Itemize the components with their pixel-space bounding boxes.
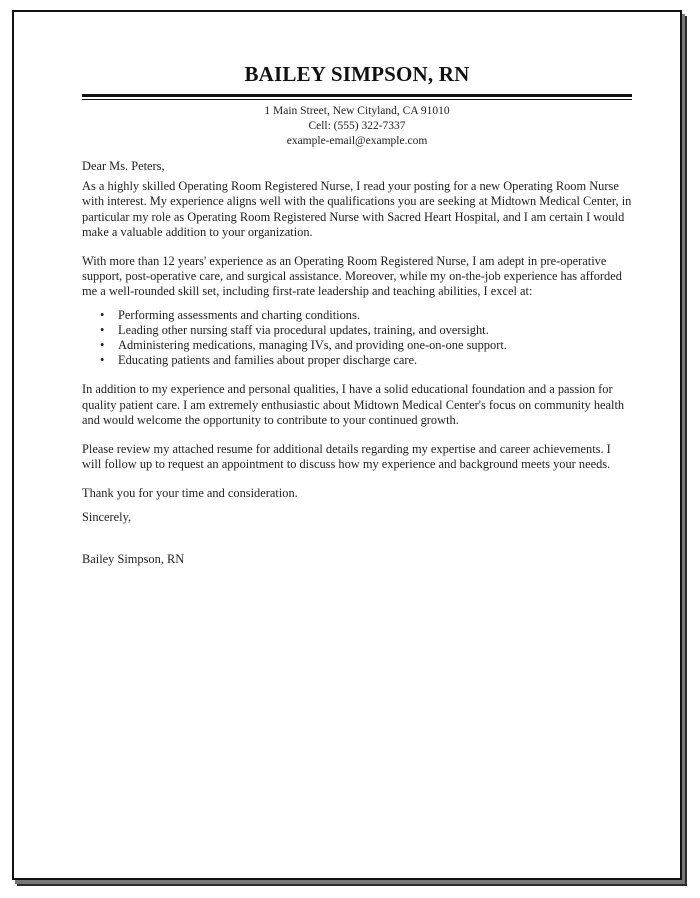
list-item [82,338,632,353]
list-item-text: Educating patients and families about proper discharge care. [118,353,418,368]
bullet-icon: • [100,322,105,337]
paragraph-education: In addition to my experience and personal qualities, I have a solid educational foundation and a passion for quality patient care. I am extremely enthusiastic about Midtown Medical Center's focus on community health and would welcome the opportunity to contribute to your continued growth. [82,382,625,427]
list-item-text: Performing assessments and charting conditions. [118,307,360,322]
list-item [82,353,632,368]
contact-cell: Cell: (555) 322-7337 [308,120,406,132]
cover-letter [82,62,632,567]
document-page [12,10,682,880]
paragraph-experience: With more than 12 years' experience as an Operating Room Registered Nurse, I am adept in pre-operative support, post-operative care, and surgical assistance. Moreover, while my on-the-job experience has afforded me a well-rounded skill set, including first-rate leadership and teaching abilities, I excel at: [82,254,622,299]
salutation: Dear Ms. Peters, [82,159,165,173]
skills-list [82,308,632,369]
list-item [82,323,632,338]
header-rule-thick [82,94,632,97]
signoff: Sincerely, [82,509,132,524]
applicant-name: BAILEY SIMPSON, RN [244,62,470,86]
contact-block [82,104,632,149]
header-rule-thin [82,99,632,100]
paragraph-intro: As a highly skilled Operating Room Registered Nurse, I read your posting for a new Operating Room Nurse with interest. My experience aligns well with the qualifications you are seeking at Midtown Medical Center, in particular my role as Operating Room Registered Nurse with Sacred Heart Hospital, and I am certain I would make a valuable addition to your organization. [82,179,632,239]
thanks-line: Thank you for your time and consideration. [82,486,298,501]
paragraph-follow-up: Please review my attached resume for additional details regarding my expertise and career achievements. I will follow up to request an appointment to discuss how my experience and background meets your needs. [82,442,611,472]
bullet-icon: • [100,353,105,368]
list-item-text: Leading other nursing staff via procedural updates, training, and oversight. [118,322,489,337]
bullet-icon: • [100,307,105,322]
contact-address: 1 Main Street, New Cityland, CA 91010 [264,105,450,117]
signature-name: Bailey Simpson, RN [82,551,185,566]
list-item [82,308,632,323]
contact-email: example-email@example.com [286,135,428,147]
list-item-text: Administering medications, managing IVs, and providing one-on-one support. [118,338,507,353]
bullet-icon: • [100,338,105,353]
